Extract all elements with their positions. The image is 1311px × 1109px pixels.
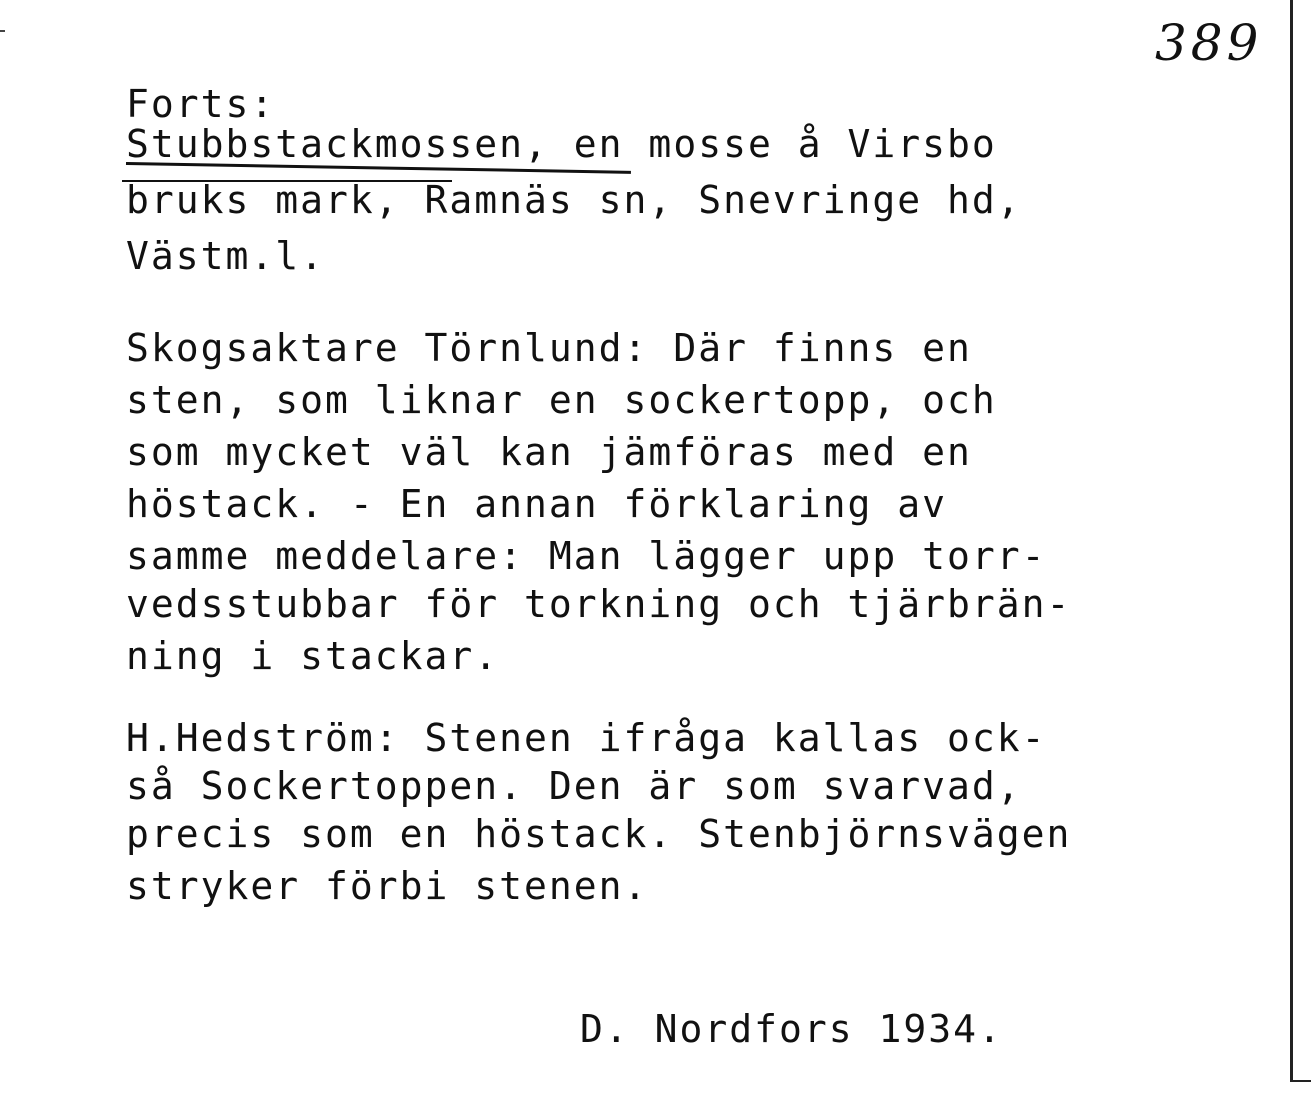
paragraph-2-line-3: som mycket väl kan jämföras med en [126,430,972,474]
paragraph-2-line-6: vedsstubbar för torkning och tjärbrän- [126,582,1072,626]
paragraph-3-line-4: stryker förbi stenen. [126,864,649,908]
paragraph-1-line-1: Forts: [126,82,276,126]
paragraph-2-line-2: sten, som liknar en sockertopp, och [126,378,997,422]
paragraph-3-line-2: så Sockertoppen. Den är som svarvad, [126,764,1022,808]
card-edge-bottom [1290,1080,1311,1082]
paragraph-2-line-1: Skogsaktare Törnlund: Där finns en [126,326,972,370]
paragraph-1-line-3: bruks mark, Ramnäs sn, Snevringe hd, [126,178,1022,222]
signature-line: D. Nordfors 1934. [580,1007,1003,1051]
paragraph-3-line-1: H.Hedström: Stenen ifråga kallas ock- [126,716,1047,760]
paragraph-2-line-7: ning i stackar. [126,634,500,678]
paragraph-2-line-4: höstack. - En annan förklaring av [126,482,947,526]
handwritten-page-number: 389 [1155,14,1263,72]
card-edge-right [1290,0,1293,1080]
paragraph-3-line-3: precis som en höstack. Stenbjörnsvägen [126,812,1072,856]
paragraph-2-line-5: samme meddelare: Man lägger upp torr- [126,534,1047,578]
paragraph-1-line-2: Stubbstackmossen, en mosse å Virsbo [126,122,997,166]
card-edge-left-mark [0,30,5,32]
paragraph-1-line-4: Västm.l. [126,234,326,278]
